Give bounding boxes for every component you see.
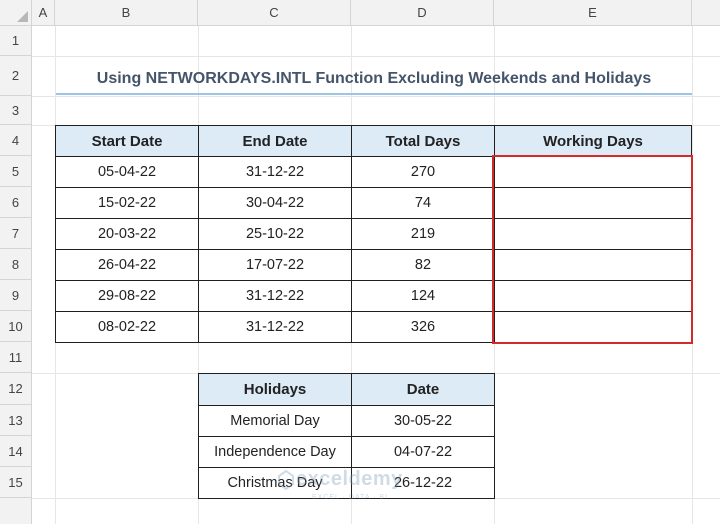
working-days-cell[interactable] [494, 249, 692, 281]
start-date-cell[interactable]: 15-02-22 [55, 187, 199, 219]
start-date-cell[interactable]: 20-03-22 [55, 218, 199, 250]
row-header-4[interactable]: 4 [0, 125, 32, 156]
row-header-2[interactable]: 2 [0, 56, 32, 96]
column-header-f[interactable] [692, 0, 720, 26]
total-days-cell[interactable]: 74 [351, 187, 495, 219]
working-days-cell[interactable] [494, 311, 692, 343]
start-date-cell[interactable]: 29-08-22 [55, 280, 199, 312]
header-holiday-date[interactable]: Date [351, 373, 495, 406]
start-date-cell[interactable]: 26-04-22 [55, 249, 199, 281]
end-date-cell[interactable]: 17-07-22 [198, 249, 352, 281]
row-header-7[interactable]: 7 [0, 218, 32, 249]
gridline [692, 26, 693, 524]
end-date-cell[interactable]: 25-10-22 [198, 218, 352, 250]
select-all-icon [17, 11, 28, 22]
row-header-6[interactable]: 6 [0, 187, 32, 218]
gridline [32, 96, 720, 97]
end-date-cell[interactable]: 30-04-22 [198, 187, 352, 219]
column-header-e[interactable]: E [494, 0, 692, 26]
total-days-cell[interactable]: 326 [351, 311, 495, 343]
total-days-cell[interactable]: 82 [351, 249, 495, 281]
holiday-date-cell[interactable]: 26-12-22 [351, 467, 495, 499]
header-total-days[interactable]: Total Days [351, 125, 495, 157]
header-working-days[interactable]: Working Days [494, 125, 692, 157]
sheet-title[interactable]: Using NETWORKDAYS.INTL Function Excluding Weekends and Holidays [96, 70, 652, 87]
row-header-15[interactable]: 15 [0, 467, 32, 498]
holiday-date-cell[interactable]: 30-05-22 [351, 405, 495, 437]
row-header-3[interactable]: 3 [0, 96, 32, 125]
row-header-16[interactable] [0, 498, 32, 524]
holiday-name-cell[interactable]: Christmas Day [198, 467, 352, 499]
row-header-10[interactable]: 10 [0, 311, 32, 342]
row-header-13[interactable]: 13 [0, 405, 32, 436]
row-header-14[interactable]: 14 [0, 436, 32, 467]
row-header-8[interactable]: 8 [0, 249, 32, 280]
end-date-cell[interactable]: 31-12-22 [198, 311, 352, 343]
column-header-d[interactable]: D [351, 0, 494, 26]
working-days-cell[interactable] [494, 218, 692, 250]
select-all-corner[interactable] [0, 0, 32, 26]
gridline [32, 56, 720, 57]
watermark-brand: exceldemy [296, 468, 403, 490]
start-date-cell[interactable]: 05-04-22 [55, 156, 199, 188]
column-header-a[interactable]: A [32, 0, 55, 26]
end-date-cell[interactable]: 31-12-22 [198, 156, 352, 188]
row-header-12[interactable]: 12 [0, 373, 32, 405]
header-end-date[interactable]: End Date [198, 125, 352, 157]
row-header-11[interactable]: 11 [0, 342, 32, 373]
title-underline [56, 93, 692, 95]
watermark-tagline: EXCEL · DATA · BI [312, 494, 388, 501]
end-date-cell[interactable]: 31-12-22 [198, 280, 352, 312]
total-days-cell[interactable]: 270 [351, 156, 495, 188]
total-days-cell[interactable]: 124 [351, 280, 495, 312]
column-header-b[interactable]: B [55, 0, 198, 26]
holiday-date-cell[interactable]: 04-07-22 [351, 436, 495, 468]
header-holidays[interactable]: Holidays [198, 373, 352, 406]
working-days-cell[interactable] [494, 187, 692, 219]
total-days-cell[interactable]: 219 [351, 218, 495, 250]
start-date-cell[interactable]: 08-02-22 [55, 311, 199, 343]
row-header-5[interactable]: 5 [0, 156, 32, 187]
holiday-name-cell[interactable]: Memorial Day [198, 405, 352, 437]
working-days-cell[interactable] [494, 156, 692, 188]
working-days-cell[interactable] [494, 280, 692, 312]
header-start-date[interactable]: Start Date [55, 125, 199, 157]
column-header-c[interactable]: C [198, 0, 351, 26]
row-header-9[interactable]: 9 [0, 280, 32, 311]
row-header-1[interactable]: 1 [0, 26, 32, 56]
holiday-name-cell[interactable]: Independence Day [198, 436, 352, 468]
